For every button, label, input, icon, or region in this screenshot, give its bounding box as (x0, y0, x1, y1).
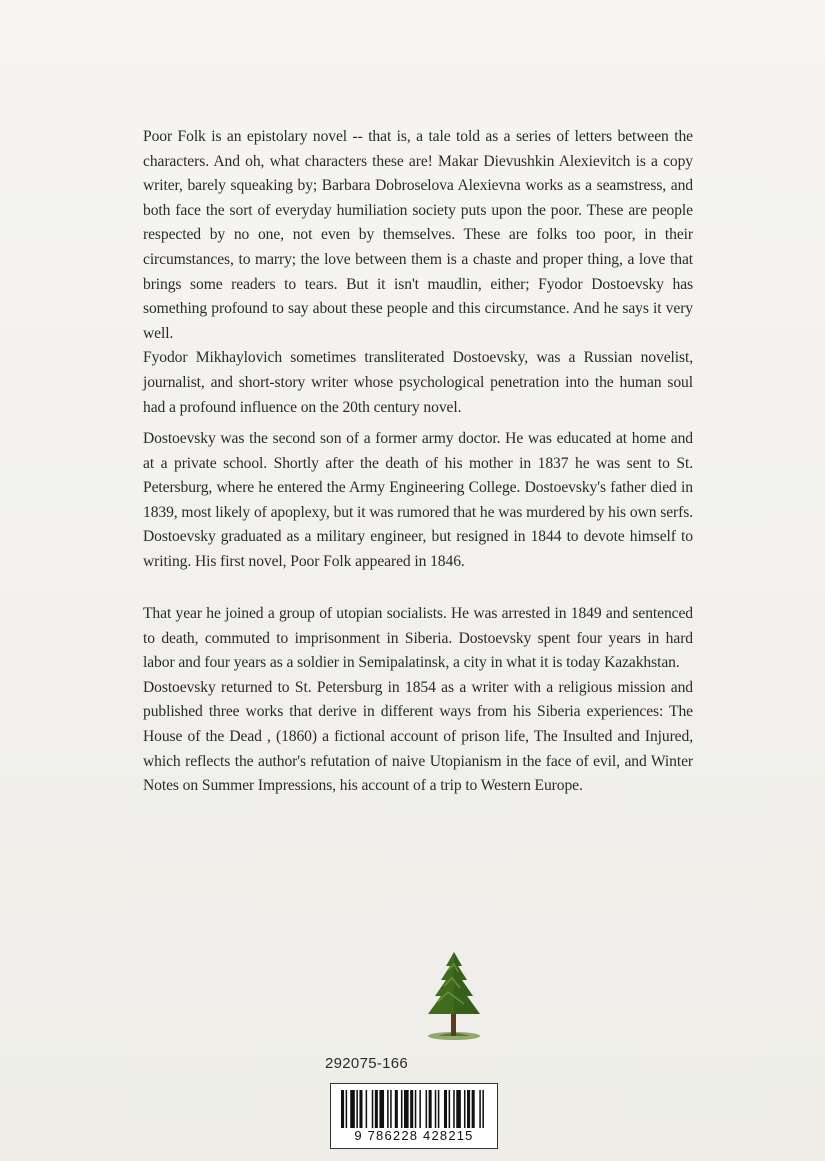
barcode-bar (410, 1090, 413, 1128)
barcode-bar (438, 1090, 440, 1128)
barcode-bar (375, 1090, 378, 1128)
barcode-bar (404, 1090, 409, 1128)
barcode-bar (401, 1090, 403, 1128)
blurb-paragraph-4: That year he joined a group of utopian socialists. He was arrested in 1849 and sentenced to death, commuted to imprisonment in Siberia. Dostoevsky spent four years in hard labor and four years as a soldier in Semipalatinsk, a city in what it is today Kazakhstan. (143, 605, 693, 672)
barcode-bar (449, 1090, 451, 1128)
barcode-bar (415, 1090, 417, 1128)
barcode-digits: 9 786228 428215 (354, 1128, 474, 1143)
barcode-bar (429, 1090, 432, 1128)
barcode-bar (372, 1090, 374, 1128)
blurb-section-3 (143, 602, 693, 799)
barcode-bar (359, 1090, 362, 1128)
barcode-bars (341, 1090, 487, 1128)
barcode-bar (482, 1090, 484, 1128)
barcode-bar (366, 1090, 368, 1128)
blurb-paragraph-5: Dostoevsky returned to St. Petersburg in 1854 as a writer with a religious mission and published three works that derive in different ways from his Siberia experiences: The House of the Dead , (1860) a fictional account of prison life, The Insulted and Injured, which reflects the author's refutation of naive Utopianism in the face of evil, and Winter Notes on Summer Impressions, his account of a trip to Western Europe. (143, 678, 693, 795)
barcode-bar (464, 1090, 466, 1128)
blurb-paragraph-1: Poor Folk is an epistolary novel -- that is, a tale told as a series of letters between the characters. And oh, what characters these are! Makar Dievushkin Alexievitch is a copy writer, barely squeaking by; Barbara Dobroselova Alexievna works as a seamstress, and both face the sort of everyday humiliation society puts upon the poor. These are people respected by no one, not even by themselves. These are folks too poor, in their circumstances, to marry; the love between them is a chaste and proper thing, a love that brings some readers to tears. But it isn't maudlin, either; Fyodor Dostoevsky has something profound to say about these people and this circumstance. And he says it very well. (143, 128, 693, 342)
barcode-bar (387, 1090, 389, 1128)
blurb-section-2 (143, 427, 693, 575)
pine-tree-icon (418, 950, 490, 1042)
barcode-bar (419, 1090, 421, 1128)
barcode-bar (379, 1090, 384, 1128)
blurb-paragraph-2: Fyodor Mikhaylovich sometimes transliterated Dostoevsky, was a Russian novelist, journalist, and short-story writer whose psychological penetration into the human soul had a profound influence on the 20th century novel. (143, 349, 693, 416)
blurb-paragraph-3: Dostoevsky was the second son of a former army doctor. He was educated at home and at a private school. Shortly after the death of his mother in 1837 he was sent to St. Petersburg, where he entered the Army Engineering College. Dostoevsky's father died in 1839, most likely of apoplexy, but it was rumored that he was murdered by his own serfs. Dostoevsky graduated as a military engineer, but resigned in 1844 to devote himself to writing. His first novel, Poor Folk appeared in 1846. (143, 430, 693, 570)
catalog-code: 292075-166 (325, 1055, 409, 1072)
barcode-bar (479, 1090, 481, 1128)
barcode-bar (435, 1090, 437, 1128)
barcode-bar (356, 1090, 358, 1128)
barcode-bar (444, 1090, 447, 1128)
barcode-bar (346, 1090, 348, 1128)
barcode-bar (350, 1090, 355, 1128)
barcode-bar (390, 1090, 392, 1128)
barcode-bar (341, 1090, 344, 1128)
barcode (330, 1083, 498, 1149)
barcode-bar (456, 1090, 461, 1128)
barcode-bar (395, 1090, 398, 1128)
blurb-section-1 (143, 125, 693, 420)
barcode-bar (426, 1090, 428, 1128)
barcode-bar (472, 1090, 475, 1128)
barcode-bar (453, 1090, 455, 1128)
barcode-bar (467, 1090, 470, 1128)
